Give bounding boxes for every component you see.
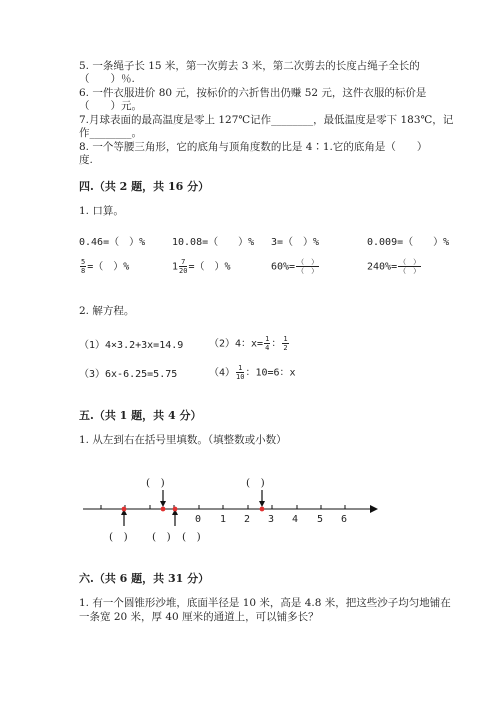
fraction: $\frac{1}{2}$ [283,335,288,352]
tick-label-1: 1 [220,514,227,525]
s5-q1: 1. 从左到右在括号里填数。（填整数或小数） [79,434,287,446]
bottom-blank-3: ( ) [182,531,201,543]
calc-r1-c3: 3=（ ）% [271,237,320,248]
section5-title: 五.（共 1 题，共 4 分） [79,409,202,422]
marker-3 [173,507,178,512]
section6-title: 六.（共 6 题，共 31 分） [79,572,210,585]
tick-label-5: 5 [317,514,324,525]
fraction: $\frac{( )}{( )}$ [399,258,421,275]
tick-label-4: 4 [292,514,299,525]
q7-line1: 7.月球表面的最高温度是零上 127℃记作________，最低温度是零下 183℃，记 [79,114,454,126]
bottom-blank-1: ( ) [109,531,128,543]
calc-r1-c1: 0.46=（ ）% [79,237,146,248]
fraction: $\frac{( )}{( )}$ [297,258,319,275]
bottom-blank-2: ( ) [152,531,171,543]
q8-line2: 度. [79,154,93,166]
section4-title: 四.（共 2 题，共 16 分） [79,180,210,193]
q8-line1: 8. 一个等腰三角形，它的底角与顶角度数的比是 4∶1.它的底角是（ ） [79,141,428,153]
calc-r2-c3: 60%= $\frac{( )}{( )}$ [271,258,319,275]
calc-r1-c4: 0.009=（ ）% [367,237,450,248]
equation-1: （1）4×3.2+3x=14.9 [79,340,184,351]
axis-arrowhead [370,505,378,513]
marker-1 [122,507,127,512]
top-arrowhead-2 [259,501,265,507]
s4-q1-title: 1. 口算。 [79,205,124,217]
fraction: $\frac{5}{8}$ [81,258,86,275]
equation-3: （3）6x-6.25=5.75 [79,369,178,380]
tick-label-3: 3 [268,514,275,525]
tick-label-2: 2 [244,514,251,525]
calc-r2-c1: $\frac{5}{8}$ =（ ）% [81,258,130,275]
fraction: $\frac{1}{4}$ [265,335,270,352]
q5-line2: （ ）％. [79,73,135,85]
q6-line1: 6. 一件衣服进价 80 元，按标价的六折售出仍赚 52 元，这件衣服的标价是 [79,87,427,99]
top-blank-2: ( ) [246,477,265,489]
s6-q1-line1: 1. 有一个圆锥形沙堆，底面半径是 10 米，高是 4.8 米，把这些沙子均匀地铺在 [79,597,451,609]
ticks [101,505,345,509]
q5-line1: 5. 一条绳子长 15 米，第一次剪去 3 米，第二次剪去的长度占绳子全长的 [79,60,420,72]
calc-r1-c2: 10.08=（ ）% [172,237,255,248]
s4-q2-title: 2. 解方程。 [79,305,135,317]
marker-2 [161,507,166,512]
q7-line2: 作________。 [79,127,142,139]
equation-4: （4） $\frac{1}{10}$ ：10=6：x [209,364,296,381]
equation-2: （2）4：x= $\frac{1}{4}$ ： $\frac{1}{2}$ [209,335,288,352]
top-blank-1: ( ) [146,477,165,489]
tick-label-0: 0 [195,514,202,525]
top-arrowhead-1 [160,501,166,507]
marker-4 [260,507,265,512]
fraction: $\frac{1}{10}$ [236,364,245,381]
fraction: $\frac{7}{20}$ [179,258,188,275]
tick-label-6: 6 [341,514,348,525]
calc-r2-c2: 1 $\frac{7}{20}$ =（ ）% [172,258,231,275]
q6-line2: （ ）元。 [79,100,142,112]
s6-q1-line2: 一条宽 20 米，厚 40 厘米的通道上，可以铺多长？ [79,611,319,623]
calc-r2-c4: 240%= $\frac{( )}{( )}$ [367,258,421,275]
